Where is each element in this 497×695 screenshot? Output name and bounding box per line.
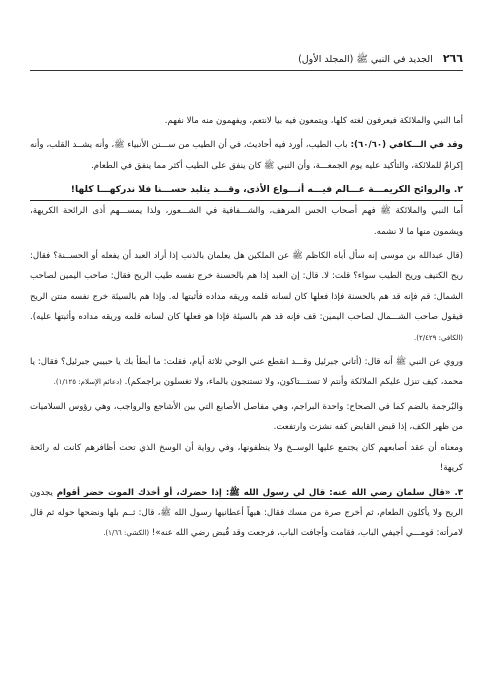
citation-kafi: (الكافي: ٢/٤٢٩). [414,333,463,342]
paragraph-kafi [30,135,463,176]
hadith-jibril-text: وروي عن النبي ﷺ أنه قال: (أتاني جبرئيل وقـــد انقطع عني الوحي ثلاثة أيام، فقلت: ما أبطأ بك يا حبيبي جبرئيل؟ فقال: يا محمد، كيف تنزل عليكم الملائكة وأنتم لا تستـــتاكون، ولا تستنجون بالماء، ولا تغسلون براجمكم). [30,357,463,388]
section-heading-2: ٢. والروائح الكريمـــة عـــالم فيـــه أنـــواع الأذى، وقـــد يتلبد حســـنا فلا ندركهـــا كلها! [30,180,463,201]
kafi-text: باب الطيب، أورد فيه أحاديث، في أن الطيب من ســـنن الأنبياء ﷺ، وأنه يشــد القلب، وأنه إكرامٌ للملائكة، والتأكيد عليه يوم الجمعـــة، وأن النبي ﷺ كان ينفق على الطيب أكثر مما ينفق في الطعام. [30,140,463,171]
paragraph-barajim: والبُرجمة بالضم كما في الصحاح: واحدة البراجم، وهي مفاصل الأصابع التي بين الأشاجع والرواجب، وهي رؤوس السلاميات من ظهر الكف، إذا قبض القابض كفه نشزت وارتفعت. [30,401,463,433]
page-number: ٢٦٦ [442,52,463,65]
paragraph-prophet-angels: أما النبي والملائكة ﷺ فهم أصحاب الحس المرهف، والشـــفافية في الشـــعور، ولذا يمســـهم أذى الرائحة الكريهة، ويشمون منها ما لا نشمه. [30,206,463,237]
quote-kazim [30,246,463,348]
paragraph-intro: أما النبي والملائكة فيعرفون لغته كلها، ويتمعون فيه بيا لانتعم، ويفهمون منه مالا نفهم. [164,116,463,126]
salman-text: يجدون الريح ولا يأكلون الطعام، ثم أخرج صرة من مسك فقال: هبهاً أعطانيها رسول الله ﷺ، قال: ثــم بلها ونضحها حوله ثم قال لامرأته: قومـــي أجيفي الباب، فقامت وأجافت الباب، فرجعت وقد قُبض رضي الله عنه»! [30,487,463,539]
book-page [30,52,463,675]
running-title: الجديد في النبي ﷺ (المجلد الأول) [298,54,433,65]
page-header [30,52,463,71]
paragraph-meaning: ومعناه أن عقد أصابعهم كان يجتمع عليها الوســخ ولا ينظفونها، وفي رواية أن الوسخ الذي تحت أظافرهم كانت له رائحة كريهة! [30,442,463,474]
hadith-jibril [30,352,463,393]
citation-daaim: (دعائم الإسلام: ١/١٢٥). [53,378,122,387]
citation-kashi: (الكشي: ١/٦٦). [103,529,150,538]
page-body [30,111,463,544]
paragraph-salman [30,483,463,544]
quote-kazim-text: (قال عبدالله بن موسى إنه سأل أباه الكاظم ﷺ عن الملكين هل يعلمان بالذنب إذا أراد العبد أن يفعله أو الحســنة؟ فقال: ريح الكنيف وريح الطيب سواء؟ قلت: لا. قال: إن العبد إذا هم بالحسنة خرج نفسه طيب الريح فقال: صاحب اليمين لصاحب الشمال: قم فإنه قد هم بالحسنة فإذا فعلها كان لسانه قلمه وريقه مداده فأثبتها له. وإذا هم بالسيئة خرج نفسه منتن الريح فيقول صاحب الشـــمال لصاحب اليمين: قف فإنه قد هم بالسيئة فإذا هو فعلها كان لسانه قلمه وريقه مداده وأثبتها عليه). [30,251,463,323]
salman-lead: ٣. «قال سلمان رضي الله عنه: قال لي رسول الله ﷺ: إذا حضرك، أو أخذك الموت حضر أقوام [56,487,463,498]
kafi-lead: وقد في الـــكافي (٦٠/٦٠): [347,140,463,151]
